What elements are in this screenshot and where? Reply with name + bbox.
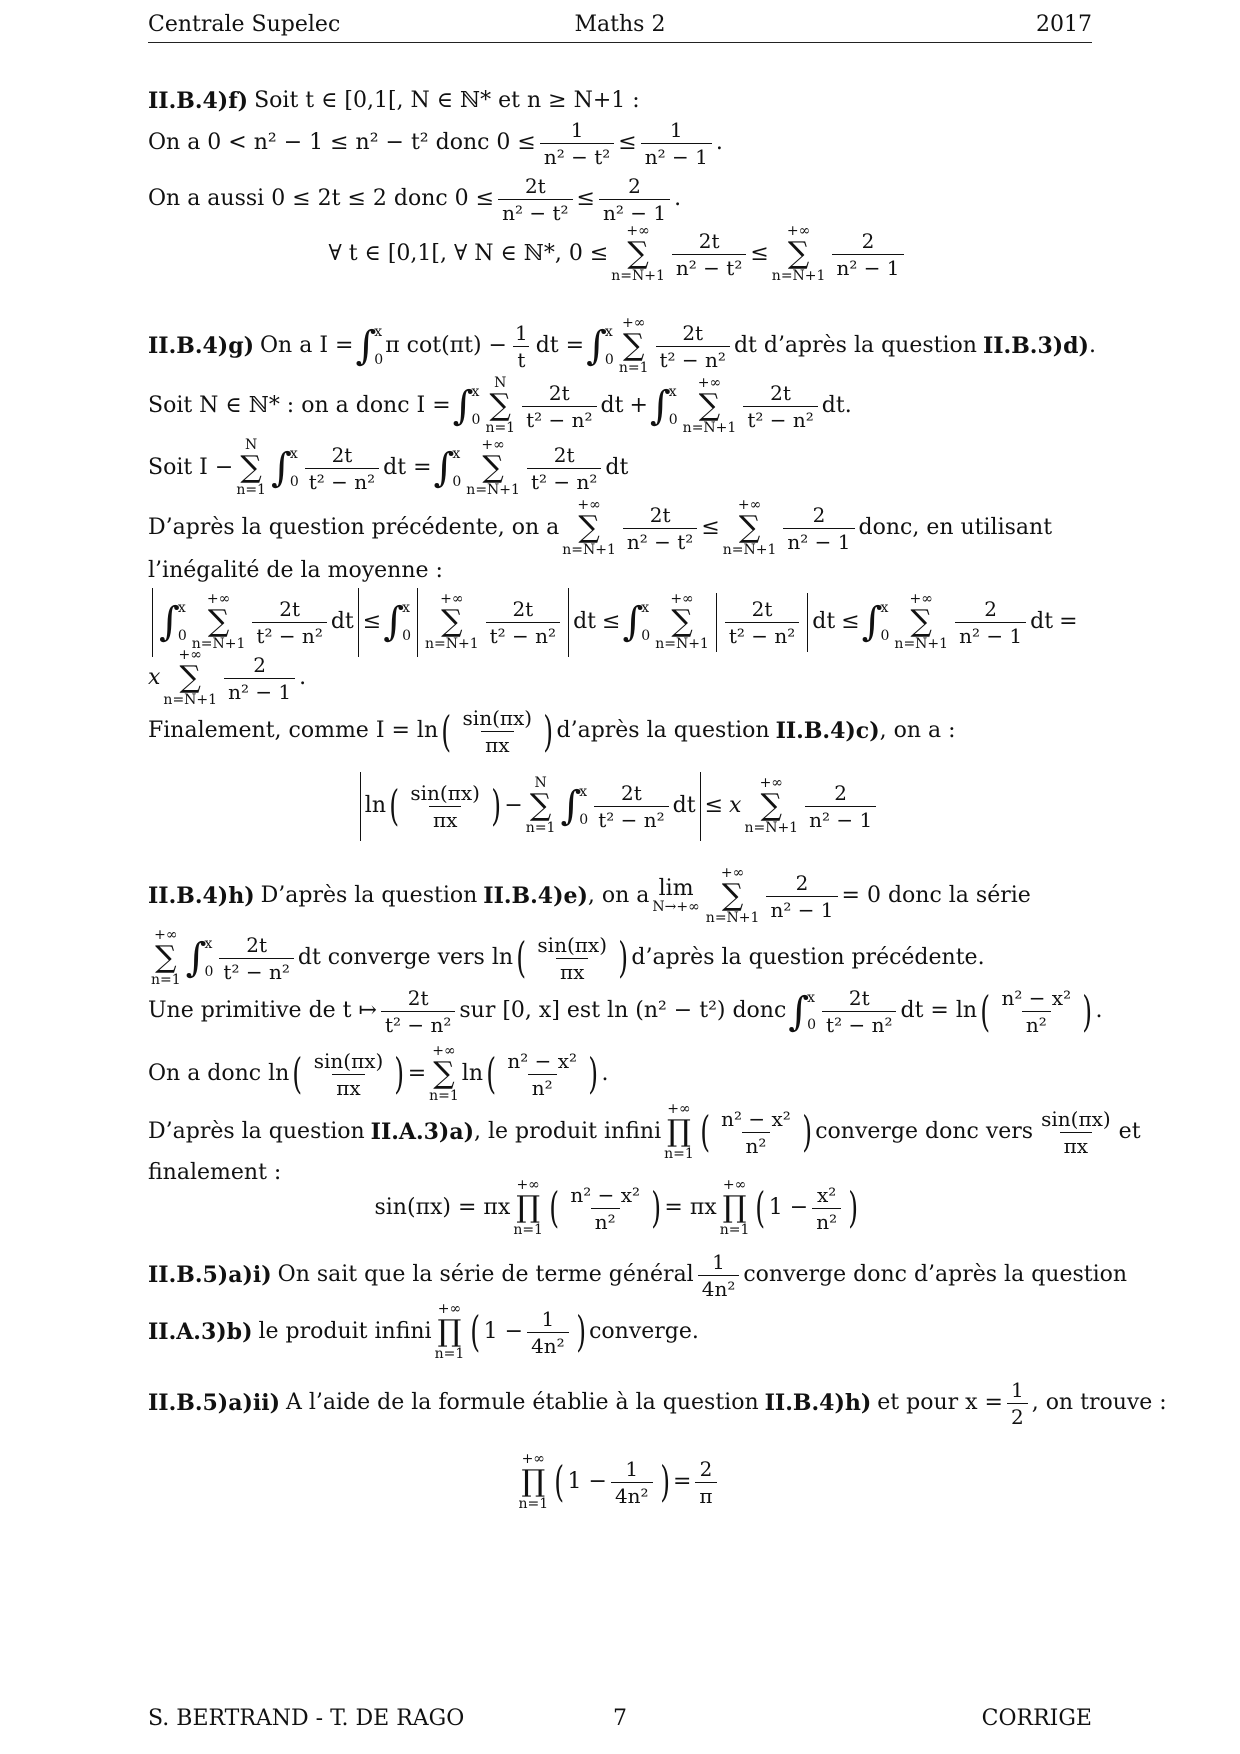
fraction: $\frac{2t}{\text{n² − t²}}$: [672, 229, 746, 280]
integral: ∫ x 0: [560, 783, 589, 830]
fraction: $\frac{2}{\text{n² − 1}}$: [766, 871, 837, 922]
sum-operator: +∞ ∑ n=N+1: [682, 375, 737, 437]
product-operator: +∞ ∏ n=1: [434, 1301, 465, 1363]
fraction: $\frac{2}{\text{n² − 1}}$: [832, 229, 903, 280]
fraction: $\frac{\text{n² − x²}}{\text{n²}}$: [507, 1048, 578, 1100]
sum-operator: +∞ ∑ n=N+1: [562, 497, 616, 559]
parenthesis-group: ( $\frac{\text{n² − x²}}{\text{n²}}$ ): [549, 1182, 662, 1234]
fraction: $\frac{2t}{\text{t² − n²}}$: [594, 781, 668, 832]
parenthesis-group: ( $\frac{\sin(\pi x)}{\pi x}$ ): [292, 1048, 405, 1100]
h-line-5: D’après la question II.A.3)a) , le produit infini +∞ ∏ n=1 ( $\frac{\text{n² − x²}}{\text{n²}}$ ) converge donc vers $\frac{\sin(\pi x)}{\pi x}$ et: [148, 1101, 1141, 1163]
header-subject: Maths 2: [574, 12, 666, 37]
f-line-2: On a 0 < n² − 1 ≤ n² − t² donc 0 ≤ $\frac{1}{\text{n² − t²}}$ ≤ $\frac{1}{\text{n² − 1}}$ .: [148, 118, 723, 169]
product-operator: +∞ ∏ n=1: [518, 1451, 549, 1513]
fraction: $\frac{\sin(\pi x)}{\pi x}$: [537, 932, 607, 984]
parenthesis-group: ( $\frac{\text{n² − x²}}{\text{n²}}$ ): [486, 1048, 599, 1100]
product-operator: +∞ ∏ n=1: [513, 1177, 543, 1239]
g-line-2: Soit N ∈ ℕ* : on a donc I = ∫ x 0 N ∑ n=1 $\frac{2t}{\text{t² − n²}}$ dt + ∫ x 0 +∞ ∑ n=N+1 $\frac{2t}{\text{t² − n²}}$ dt .: [148, 375, 852, 437]
fraction: $\frac{2}{\text{n² − 1}}$: [224, 653, 295, 704]
absolute-value: [716, 593, 808, 652]
sum-operator: +∞ ∑ n=N+1: [771, 223, 826, 285]
sum-operator: +∞ ∑ n=N+1: [191, 591, 246, 653]
fraction: $\frac{1}{\text{n² − t²}}$: [540, 118, 614, 169]
fraction: $\frac{\sin(\pi x)}{\pi x}$: [410, 780, 480, 832]
question-ref: II.B.4)f): [148, 88, 249, 114]
fraction: $\frac{\sin(\pi x)}{\pi x}$: [462, 706, 533, 757]
g-line-5: l’inégalité de la moyenne :: [148, 558, 443, 583]
sum-operator: N ∑ n=1: [236, 437, 266, 499]
fraction: $\frac{\sin(\pi x)}{\pi x}$: [1041, 1106, 1111, 1158]
fraction: $\frac{2}{\text{n² − 1}}$: [805, 781, 876, 832]
fraction: $\frac{2t}{\text{t² − n²}}$: [522, 381, 596, 432]
parenthesis-group: ( 1 − $\frac{1}{\text{4n²}}$ ): [470, 1306, 586, 1358]
product-operator: +∞ ∏ n=1: [664, 1101, 694, 1163]
h-line-6: finalement :: [148, 1160, 282, 1185]
fraction: $\frac{2t}{\text{t² − n²}}$: [527, 443, 601, 494]
sum-operator: +∞ ∑ n=1: [151, 927, 181, 989]
b5i-line-1: II.B.5)a)i) On sait que la série de terme général $\frac{1}{\text{4n²}}$ converge donc d’après la question: [148, 1250, 1128, 1301]
text: On a 0 < n² − 1 ≤ n² − t² donc 0 ≤: [148, 130, 536, 156]
sum-operator: +∞ ∑ n=N+1: [705, 865, 760, 927]
g-finally-line: Finalement, comme I = ln ( $\frac{\sin(\pi x)}{\pi x}$ ) d’après la question II.B.4)c) , on a :: [148, 706, 956, 757]
fraction: $\frac{\text{n² − x²}}{\text{n²}}$: [721, 1106, 791, 1158]
parenthesis-group: ( $\frac{\text{n² − x²}}{\text{n²}}$ ): [700, 1106, 812, 1158]
g-display-bound: ln ( $\frac{\sin(\pi x)}{\pi x}$ ) − N ∑ n=1 ∫ x 0 $\frac{2t}{\text{t² − n²}}$ dt ≤ x +∞ ∑ n=N+1 $\frac{2}{\text{n² − 1}}$: [148, 772, 1088, 841]
sum-operator: +∞ ∑ n=N+1: [722, 497, 777, 559]
fraction: $\frac{2}{\text{n² − 1}}$: [599, 174, 670, 225]
fraction: $\frac{2t}{\text{t² − n²}}$: [252, 597, 326, 648]
fraction: $\frac{2t}{\text{n² − t²}}$: [498, 174, 572, 225]
fraction: $\frac{2t}{\text{t² − n²}}$: [486, 597, 560, 648]
text: Soit t ∈ [0,1[, N ∈ ℕ* et n ≥ N+1 :: [254, 88, 640, 113]
fraction: $\frac{1}{t}$: [514, 320, 528, 372]
absolute-value: [417, 588, 569, 657]
page-number: 7: [613, 1706, 627, 1731]
fraction: $\frac{1}{\text{n² − 1}}$: [641, 118, 712, 169]
parenthesis-group: ( $\frac{\text{n² − x²}}{\text{n²}}$ ): [980, 986, 1093, 1037]
sum-operator: +∞ ∑ n=1: [618, 315, 649, 377]
sum-operator: N ∑ n=1: [485, 375, 516, 437]
fraction: $\frac{2t}{\text{t² − n²}}$: [656, 321, 730, 372]
parenthesis-group: ( 1 − $\frac{1}{\text{4n²}}$ ): [554, 1456, 670, 1508]
sum-operator: +∞ ∑ n=N+1: [744, 775, 799, 837]
f-intro-line: [148, 88, 640, 114]
sum-operator: +∞ ∑ n=N+1: [611, 223, 665, 285]
wallis-display: +∞ ∏ n=1 ( 1 − $\frac{1}{\text{4n²}}$ ) = $\frac{2}{\pi}$: [148, 1452, 1088, 1513]
sum-operator: +∞ ∑ n=N+1: [424, 591, 479, 653]
limit-operator: lim N→+∞: [652, 875, 700, 915]
g-line-4: D’après la question précédente, on a +∞ ∑ n=N+1 $\frac{2t}{\text{n² − t²}}$ ≤ +∞ ∑ n=N+1 $\frac{2}{\text{n² − 1}}$ donc, en utilisant: [148, 497, 1053, 559]
fraction: $\frac{1}{\text{4n²}}$: [527, 1307, 569, 1358]
h-line-2: +∞ ∑ n=1 ∫ x 0 $\frac{2t}{\text{t² − n²}}$ dt converge vers ln ( $\frac{\sin(\pi x)}{\pi x}$ ) d’après la question précédente.: [151, 927, 985, 989]
h-line-4: On a donc ln ( $\frac{\sin(\pi x)}{\pi x}$ ) = +∞ ∑ n=1 ln ( $\frac{\text{n² − x²}}{\text{n²}}$ ) .: [148, 1043, 609, 1105]
parenthesis-group: ( $\frac{\sin(\pi x)}{\pi x}$ ): [389, 780, 502, 832]
integral: ∫ x 0: [433, 445, 462, 492]
fraction: $\frac{1}{\text{4n²}}$: [698, 1250, 740, 1301]
footer-authors: S. BERTRAND - T. DE RAGO: [148, 1706, 465, 1731]
fraction: $\frac{2t}{\text{t² − n²}}$: [822, 986, 896, 1037]
fraction: $\frac{2t}{\text{t² − n²}}$: [725, 597, 799, 648]
sum-operator: +∞ ∑ n=N+1: [163, 647, 218, 709]
sum-operator: +∞ ∑ n=N+1: [655, 591, 709, 653]
footer-label: CORRIGE: [981, 1706, 1092, 1731]
parenthesis-group: ( 1 − $\frac{\text{x²}}{\text{n²}}$ ): [755, 1182, 859, 1234]
product-operator: +∞ ∏ n=1: [719, 1177, 750, 1239]
fraction: $\frac{2t}{\text{t² − n²}}$: [381, 986, 455, 1037]
fraction: $\frac{2t}{\text{t² − n²}}$: [219, 933, 293, 984]
h-display-sine-product: sin(πx) = πx +∞ ∏ n=1 ( $\frac{\text{n² − x²}}{\text{n²}}$ ) = πx +∞ ∏ n=1 ( 1 − $\frac{\text{x²}}{\text{n²}}$ ): [148, 1178, 1088, 1239]
parenthesis-group: ( $\frac{\sin(\pi x)}{\pi x}$ ): [516, 932, 629, 984]
f-line-3: On a aussi 0 ≤ 2t ≤ 2 donc 0 ≤ $\frac{2t}{\text{n² − t²}}$ ≤ $\frac{2}{\text{n² − 1}}$ .: [148, 174, 682, 225]
integral: ∫ x 0: [383, 599, 411, 646]
b5ii-line-1: II.B.5)a)ii) A l’aide de la formule établie à la question II.B.4)h) et pour x = $\frac{1}{2}$ , on trouve :: [148, 1378, 1167, 1429]
g-line-3: Soit I − N ∑ n=1 ∫ x 0 $\frac{2t}{\text{t² − n²}}$ dt = ∫ x 0 +∞ ∑ n=N+1 $\frac{2t}{\text{t² − n²}}$ dt: [148, 437, 629, 499]
page-header: [148, 10, 1092, 43]
header-school: Centrale Supelec: [148, 12, 341, 37]
parenthesis-group: ( $\frac{\sin(\pi x)}{\pi x}$ ): [441, 706, 554, 757]
integral: ∫ x 0: [159, 599, 187, 646]
fraction: $\frac{2}{\text{n² − 1}}$: [783, 503, 854, 554]
fraction: $\frac{2}{\text{n² − 1}}$: [955, 597, 1026, 648]
h-line-3: Une primitive de t ↦ $\frac{2t}{\text{t² − n²}}$ sur [0, x] est ln (n² − t²) donc ∫ x 0 $\frac{2t}{\text{t² − n²}}$ dt = ln ( $\frac{\text{n² − x²}}{\text{n²}}$ ) .: [148, 986, 1103, 1037]
fraction: $\frac{\sin(\pi x)}{\pi x}$: [313, 1048, 384, 1100]
integral: ∫ x 0: [355, 323, 384, 370]
integral: ∫ x 0: [861, 599, 890, 646]
integral: ∫ x 0: [649, 383, 678, 430]
fraction: $\frac{2t}{\text{n² − t²}}$: [623, 503, 697, 554]
integral: ∫ x 0: [185, 935, 214, 982]
sum-operator: +∞ ∑ n=N+1: [894, 591, 949, 653]
text: On a aussi 0 ≤ 2t ≤ 2 donc 0 ≤: [148, 186, 495, 212]
integral: ∫ x 0: [788, 988, 817, 1035]
integral: ∫ x 0: [452, 383, 481, 430]
g-mean-inequality: ∫ x 0 +∞ ∑ n=N+1 $\frac{2t}{\text{t² − n²}}$ dt ≤ ∫ x 0 +∞ ∑ n=N+1 $\frac{2t}{\text{t² − n²}}$ dt ≤ ∫ x 0 +∞ ∑ n=N+1 $\frac{2t}{\text{t² − n²}}$ dt ≤ ∫ x 0 +∞ ∑ n=N+1 $\frac{2}{\text{n² − 1}}$ dt =: [148, 588, 1078, 657]
fraction: $\frac{\text{x²}}{\text{n²}}$: [812, 1183, 841, 1234]
fraction: $\frac{\text{n² − x²}}{\text{n²}}$: [1001, 986, 1072, 1037]
page-footer: [148, 1706, 1092, 1740]
sum-operator: +∞ ∑ n=1: [429, 1043, 459, 1105]
absolute-value: ln ( $\frac{\sin(\pi x)}{\pi x}$ ) − N ∑ n=1 ∫ x 0 $\frac{2t}{\text{t² − n²}}$ dt: [360, 772, 701, 841]
integral: ∫ x 0: [622, 599, 651, 646]
integral: ∫ x 0: [586, 323, 614, 370]
absolute-value: ∫ x 0 +∞ ∑ n=N+1 $\frac{2t}{\text{t² − n²}}$ dt: [152, 588, 359, 657]
h-line-1: II.B.4)h) D’après la question II.B.4)e) , on a lim N→+∞ +∞ ∑ n=N+1 $\frac{2}{\text{n² − 1}}$ = 0 donc la série: [148, 865, 1031, 927]
fraction: $\frac{1}{\text{4n²}}$: [611, 1457, 653, 1508]
fraction: $\frac{2}{\pi}$: [695, 1457, 716, 1508]
f-display-inequality: ∀ t ∈ [0,1[, ∀ N ∈ ℕ*, 0 ≤ +∞ ∑ n=N+1 $\frac{2t}{\text{n² − t²}}$ ≤ +∞ ∑ n=N+1 $\frac{2}{\text{n² − 1}}$: [148, 224, 1088, 285]
fraction: $\frac{1}{2}$: [1007, 1378, 1028, 1429]
g-line-1: II.B.4)g) On a I = ∫ x 0 π cot(πt) − $\frac{1}{t}$ dt = ∫ x 0 +∞ ∑ n=1 $\frac{2t}{\text{t² − n²}}$ dt d’après la question II.B.3)d) .: [148, 315, 1096, 377]
fraction: $\frac{2t}{\text{t² − n²}}$: [743, 381, 817, 432]
sum-operator: +∞ ∑ n=N+1: [466, 437, 520, 499]
b5i-line-2: II.A.3)b) le produit infini +∞ ∏ n=1 ( 1 − $\frac{1}{\text{4n²}}$ ) converge.: [148, 1301, 699, 1363]
g-mean-inequality-cont: x +∞ ∑ n=N+1 $\frac{2}{\text{n² − 1}}$ .: [148, 647, 307, 709]
header-year: 2017: [1036, 12, 1092, 37]
sum-operator: N ∑ n=1: [525, 775, 556, 837]
integral: ∫ x 0: [270, 445, 299, 492]
fraction: $\frac{2t}{\text{t² − n²}}$: [305, 443, 379, 494]
fraction: $\frac{\text{n² − x²}}{\text{n²}}$: [570, 1182, 641, 1234]
